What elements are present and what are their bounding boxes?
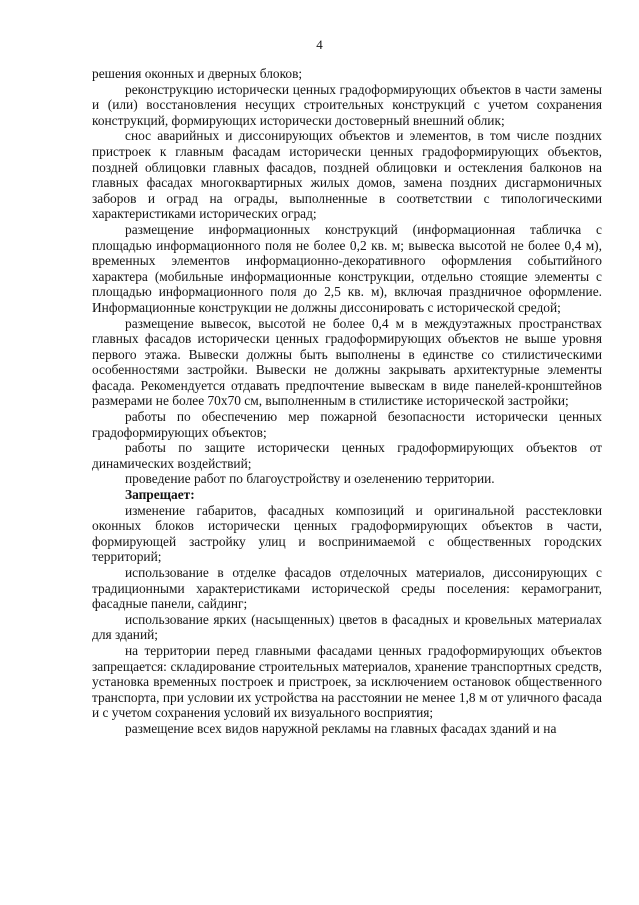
section-heading-prohibits: Запрещает:	[125, 487, 195, 503]
body-text	[92, 66, 602, 737]
paragraph-finishing-materials: использование в отделке фасадов отделочных материалов, диссонирующих с традиционными характеристиками исторической среды поселения: керамогранит, фасадные панели, сайдинг;	[92, 565, 602, 612]
paragraph-fire-safety: работы по обеспечению мер пожарной безопасности исторически ценных градоформирующих объектов;	[92, 409, 602, 440]
paragraph-info-structures: размещение информационных конструкций (информационная табличка с площадью информационного поля не более 0,2 кв. м; вывеска высотой не более 0,4 м), временных элементов информационно-декоративного оформления событийного характера (мобильные информационные конструкции, отдельно стоящие элементы с площадью информационного поля до 2,5 кв. м), включая праздничное оформление. Информационные конструкции не должны диссонировать с исторической средой;	[92, 221, 602, 315]
paragraph-signboards: размещение вывесок, высотой не более 0,4 м в междуэтажных пространствах главных фасадов исторически ценных градоформирующих объектов не выше уровня первого этажа. Вывески должны быть выполнены в единстве со стилистическими особенностями застройки. Вывески не должны закрывать архитектурные элементы фасада. Рекомендуется отдавать предпочтение вывескам в виде панелей-кронштейнов размерами не более 70х70 см, выполненным в стилистике исторической застройки;	[92, 315, 602, 409]
page-number: 4	[316, 37, 323, 52]
paragraph-territory-restrictions: на территории перед главными фасадами ценных градоформирующих объектов запрещается: складирование строительных материалов, хранение транспортных средств, установка временных построек и пристроек, за исключением остановок общественного транспорта, при условии их устройства на расстоянии не менее 1,8 м от уличного фасада и с учетом сохранения условий их визуального восприятия;	[92, 642, 602, 721]
paragraph-dimension-change: изменение габаритов, фасадных композиций и оригинальной расстекловки оконных блоков исторически ценных градоформирующих объектов в части, формирующей застройку улиц и воспринимаемой с общественных городских территорий;	[92, 502, 602, 565]
paragraph-continued: решения оконных и дверных блоков;	[92, 66, 303, 81]
paragraph-advertising: размещение всех видов наружной рекламы на главных фасадах зданий и на	[125, 720, 557, 736]
paragraph-demolition: снос аварийных и диссонирующих объектов и элементов, в том числе поздних пристроек к главным фасадам исторически ценных градоформирующих объектов, поздней облицовки главных фасадов, поздней облицовки и остекления балконов на главных фасадах многоквартирных жилых домов, замена поздних дисгармоничных заборов и оград на ограды, выполненные в соответствии с типологическими характеристиками исторических оград;	[92, 128, 602, 222]
paragraph-landscaping: проведение работ по благоустройству и озеленению территории.	[125, 471, 495, 487]
paragraph-dynamic-protection: работы по защите исторически ценных градоформирующих объектов от динамических воздействий;	[92, 440, 602, 471]
paragraph-reconstruction: реконструкцию исторически ценных градоформирующих объектов в части замены и (или) восстановления несущих строительных конструкций с учетом сохранения конструкций, формирующих исторически достоверный внешний облик;	[92, 81, 602, 128]
paragraph-bright-colors: использование ярких (насыщенных) цветов в фасадных и кровельных материалах для зданий;	[92, 611, 602, 643]
